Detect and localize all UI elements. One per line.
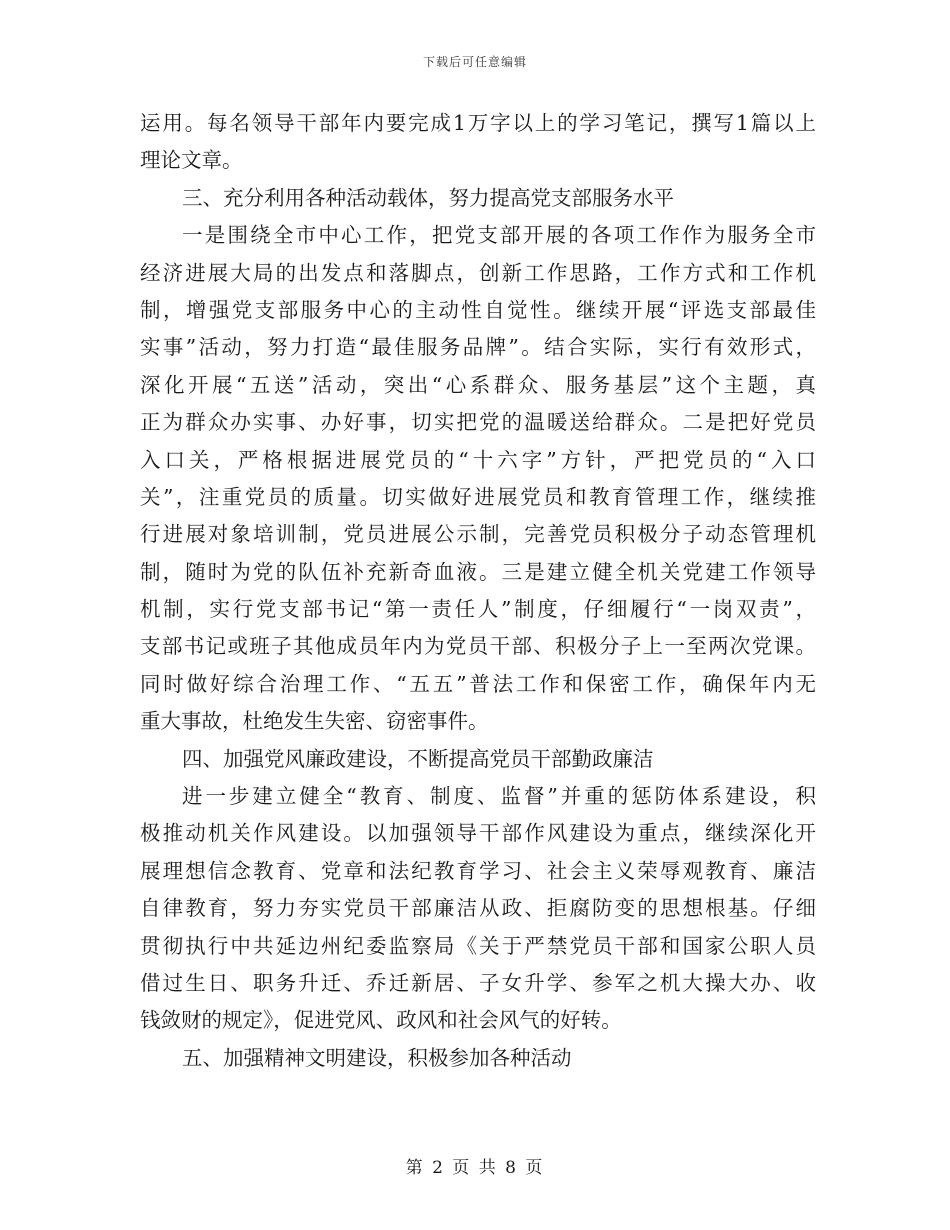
- section-heading: 三、充分利用各种活动载体，努力提高党支部服务水平: [182, 185, 674, 210]
- body-line: 重大事故，杜绝发生失密、窃密事件。: [140, 709, 489, 734]
- body-line: 钱敛财的规定》，促进党风、政风和社会风气的好转。: [140, 1008, 622, 1033]
- body-line: 极推动机关作风建设。以加强领导干部作风建设为重点，继续深化开: [140, 821, 816, 846]
- body-line: 制，增强党支部服务中心的主动性自觉性。继续开展“评选支部最佳: [140, 297, 816, 322]
- body-line: 行进展对象培训制，党员进展公示制，完善党员积极分子动态管理机: [140, 522, 816, 547]
- body-line: 支部书记或班子其他成员年内为党员干部、积极分子上一至两次党课。: [140, 634, 816, 659]
- body-line: 关”，注重党员的质量。切实做好进展党员和教育管理工作，继续推: [140, 484, 816, 509]
- body-line: 正为群众办实事、办好事，切实把党的温暖送给群众。二是把好党员: [140, 410, 816, 435]
- document-body: [140, 105, 816, 1077]
- section-heading: 五、加强精神文明建设，积极参加各种活动: [182, 1045, 572, 1070]
- body-line: 同时做好综合治理工作、“五五”普法工作和保密工作，确保年内无: [140, 671, 816, 696]
- body-line: 理论文章。: [140, 148, 243, 173]
- body-line: 运用。每名领导干部年内要完成1万字以上的学习笔记，撰写1篇以上: [140, 111, 816, 135]
- body-line: 制，随时为党的队伍补充新奇血液。三是建立健全机关党建工作领导: [140, 559, 816, 584]
- body-line: 贯彻执行中共延边州纪委监察局《关于严禁党员干部和国家公职人员: [140, 933, 816, 958]
- body-line: 借过生日、职务升迁、乔迁新居、子女升学、参军之机大操大办、收: [140, 970, 816, 995]
- body-line: 深化开展“五送”活动，突出“心系群众、服务基层”这个主题，真: [140, 372, 816, 397]
- section-heading: 四、加强党风廉政建设，不断提高党员干部勤政廉洁: [182, 746, 654, 771]
- body-line: 经济进展大局的出发点和落脚点，创新工作思路，工作方式和工作机: [140, 260, 816, 285]
- body-line: 机制，实行党支部书记“第一责任人”制度，仔细履行“一岗双责”，: [140, 597, 816, 622]
- header-note: 下载后可任意编辑: [422, 55, 527, 69]
- body-line: 展理想信念教育、党章和法纪教育学习、社会主义荣辱观教育、廉洁: [140, 858, 816, 883]
- body-line: 入口关，严格根据进展党员的“十六字”方针，严把党员的“入口: [140, 447, 816, 472]
- body-line: 进一步建立健全“教育、制度、监督”并重的惩防体系建设，积: [182, 784, 816, 809]
- body-line: 一是围绕全市中心工作，把党支部开展的各项工作作为服务全市: [182, 223, 816, 248]
- body-line: 实事”活动，努力打造“最佳服务品牌”。结合实际，实行有效形式，: [140, 335, 816, 360]
- body-line: 自律教育，努力夯实党员干部廉洁从政、拒腐防变的思想根基。仔细: [140, 896, 816, 921]
- page-number-footer: 第 2 页 共 8 页: [405, 1158, 545, 1178]
